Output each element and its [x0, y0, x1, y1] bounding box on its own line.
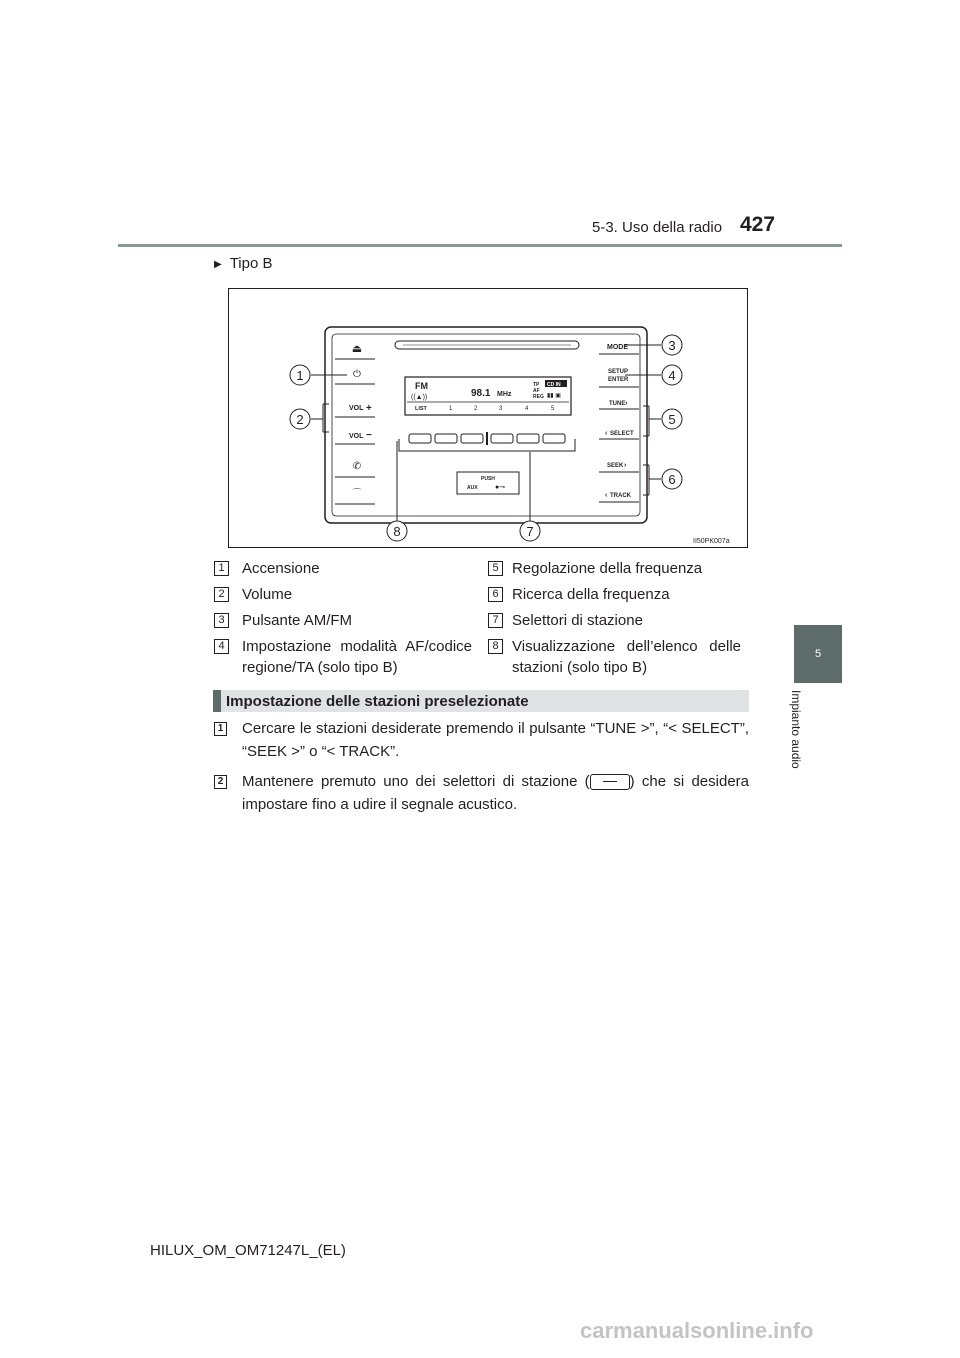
display-preset-2: 2: [474, 406, 478, 412]
display-unit: MHz: [497, 391, 512, 398]
radio-figure: [228, 288, 748, 548]
step-text-2-after: ) che si desidera impostare fino a udire il segnale acustico.: [242, 773, 750, 813]
header-rule: [118, 244, 842, 247]
legend-number-4: 4: [214, 639, 229, 654]
hang-up-icon: ⌒: [352, 488, 362, 498]
figure-code: II50PK007a: [693, 538, 730, 545]
callout-4: 4: [668, 368, 676, 383]
flag-tp: TP: [533, 382, 540, 388]
section-title: 5-3. Uso della radio: [592, 219, 723, 236]
callout-8: 8: [393, 524, 401, 539]
flag-af: AF: [533, 388, 540, 394]
chapter-label: Impianto audio: [789, 690, 803, 769]
callout-7: 7: [526, 524, 534, 539]
eject-icon: ⏏: [351, 343, 363, 355]
legend-number-6: 6: [488, 587, 503, 602]
legend-number-1: 1: [214, 561, 229, 576]
vol-down-label: VOL: [349, 433, 364, 440]
svg-text:‹: ‹: [605, 430, 608, 437]
signal-icon: ▮▮ ▣: [547, 393, 561, 399]
push-label: PUSH: [481, 476, 495, 482]
select-label: SELECT: [610, 431, 634, 437]
display-list: LIST: [415, 406, 427, 412]
power-icon: ⏻: [353, 369, 361, 380]
legend-text-7: Selettori di stazione: [512, 612, 643, 629]
display-preset-5: 5: [551, 406, 555, 412]
legend-number-5: 5: [488, 561, 503, 576]
vol-up-label: VOL: [349, 405, 364, 412]
svg-text:‹: ‹: [605, 492, 608, 499]
legend-text-8: Visualizzazione dell’elenco delle: [512, 638, 741, 655]
cd-in-label: CD IN: [547, 382, 561, 388]
callout-1: 1: [296, 368, 304, 383]
enter-label: ENTER: [608, 377, 629, 383]
section-header-accent: [213, 690, 221, 712]
svg-text:›: ›: [624, 462, 627, 469]
step-number-2: 2: [214, 775, 227, 789]
callout-3: 3: [668, 338, 676, 353]
rds-icon: ((▲)): [411, 394, 428, 401]
display-preset-3: 3: [499, 406, 503, 412]
radio-illustration: [229, 289, 747, 547]
display-preset-4: 4: [525, 406, 529, 412]
minus-icon: −: [366, 430, 372, 441]
station-selector-icon: [590, 774, 630, 790]
legend-text-3: Pulsante AM/FM: [242, 612, 353, 629]
phone-icon: ✆: [352, 461, 362, 472]
legend-text-8-cont: stazioni (solo tipo B): [512, 659, 648, 676]
track-label: TRACK: [610, 493, 631, 499]
callout-5: 5: [668, 412, 676, 427]
tune-label: TUNE: [609, 401, 626, 407]
legend-text-2: Volume: [242, 586, 293, 603]
setup-label: SETUP: [608, 369, 629, 375]
step-number-1: 1: [214, 722, 227, 736]
legend-number-3: 3: [214, 613, 229, 628]
usb-icon: ●⊸: [495, 484, 506, 491]
callout-2: 2: [296, 412, 304, 427]
display-preset-1: 1: [449, 406, 453, 412]
flag-reg: REG: [533, 394, 544, 400]
display-band: FM: [415, 381, 428, 391]
svg-text:›: ›: [625, 400, 628, 407]
step-text-2: [242, 770, 749, 816]
legend-text-1: Accensione: [242, 560, 320, 577]
watermark: carmanualsonline.info: [580, 1318, 814, 1343]
step-text-1: Cercare le stazioni desiderate premendo il pulsante “TUNE >”, “< SELECT”, “SEEK >” o “< TRACK”.: [242, 720, 749, 760]
legend-number-8: 8: [488, 639, 503, 654]
plus-icon: +: [366, 403, 372, 414]
callout-6: 6: [668, 472, 676, 487]
legend-number-7: 7: [488, 613, 503, 628]
step-text-2-before: Mantenere premuto uno dei selettori di stazione (: [242, 773, 590, 790]
legend-text-6: Ricerca della frequenza: [512, 586, 670, 603]
display-frequency: 98.1: [471, 388, 491, 399]
triangle-bullet-icon: ▶: [214, 259, 222, 270]
aux-label: AUX: [467, 485, 478, 491]
legend-text-5: Regolazione della frequenza: [512, 560, 703, 577]
mode-label: MODE: [607, 344, 628, 351]
variant-label: Tipo B: [229, 255, 273, 272]
legend-text-4: Impostazione modalità AF/codice: [242, 638, 472, 655]
seek-label: SEEK: [607, 463, 624, 469]
section-heading: Impostazione delle stazioni preselezionate: [226, 693, 529, 710]
document-code: HILUX_OM_OM71247L_(EL): [150, 1242, 346, 1259]
chapter-tab: 5: [794, 625, 842, 683]
legend-number-2: 2: [214, 587, 229, 602]
page-number: 427: [740, 213, 776, 236]
legend-text-4-cont: regione/TA (solo tipo B): [242, 659, 398, 676]
variant-heading: [214, 255, 273, 272]
